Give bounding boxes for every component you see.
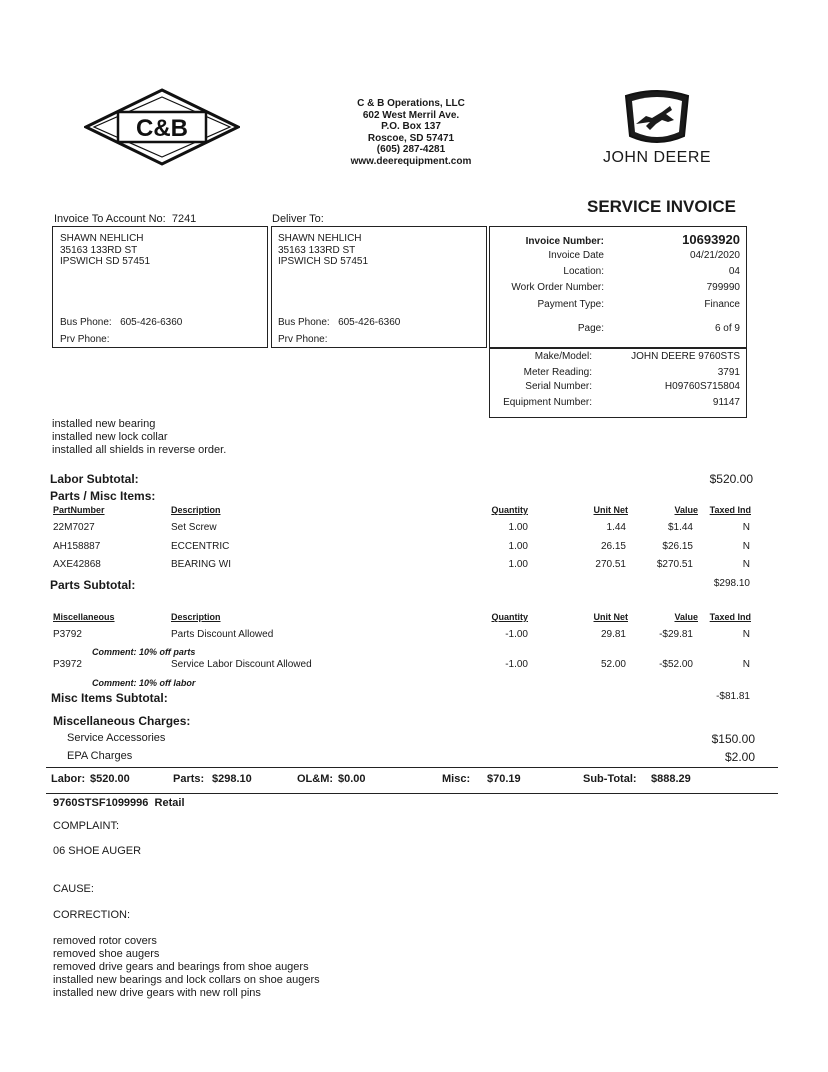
part-quantity: 1.00: [508, 541, 528, 552]
misc-col-value: Value: [674, 612, 698, 622]
misc-taxed: N: [742, 629, 750, 640]
total-misc-label: Misc:: [442, 773, 471, 785]
deliver-to-bus-phone: Bus Phone: 605-426-6360: [278, 317, 401, 328]
correction-label: CORRECTION:: [53, 909, 130, 921]
part-number: AH158887: [53, 541, 101, 552]
invoice-info: [492, 232, 740, 339]
misc-charge-value: $150.00: [711, 732, 755, 746]
make-model: JOHN DEERE 9760STS: [631, 351, 740, 362]
bill-to-street: 35163 133RD ST: [60, 244, 138, 256]
parts-col-taxed: Taxed Ind: [709, 505, 751, 515]
total-olm-label: OL&M:: [297, 773, 334, 785]
serial-number: H09760S715804: [664, 381, 740, 392]
misc-quantity: -1.00: [505, 629, 528, 640]
job-code: 9760STSF1099996: [53, 797, 149, 809]
deliver-to-name: SHAWN NEHLICH: [278, 233, 362, 244]
part-value: $1.44: [667, 522, 693, 533]
cb-logo-text: C&B: [136, 115, 188, 142]
brand-name: JOHN DEERE: [602, 149, 712, 166]
misc-code: P3972: [53, 659, 82, 670]
company-name: C & B Operations, LLC: [357, 98, 465, 109]
part-description: ECCENTRIC: [171, 541, 230, 552]
invoice-number-label: Invoice Number:: [525, 236, 604, 247]
misc-value: -$52.00: [659, 659, 693, 670]
location-label: Location:: [563, 266, 604, 277]
page-number: 6 of 9: [714, 323, 740, 334]
misc-description: Parts Discount Allowed: [171, 629, 274, 640]
total-labor-value: $520.00: [90, 773, 130, 785]
complaint-label: COMPLAINT:: [53, 820, 120, 832]
misc-description: Service Labor Discount Allowed: [171, 659, 312, 670]
misc-subtotal-value: -$81.81: [716, 691, 750, 702]
parts-subtotal-label: Parts Subtotal:: [50, 578, 136, 592]
misc-col-desc: Description: [171, 612, 221, 622]
bill-to-name: SHAWN NEHLICH: [60, 233, 144, 244]
misc-taxed: N: [742, 659, 750, 670]
total-misc-value: $70.19: [487, 773, 521, 785]
parts-col-unit: Unit Net: [593, 505, 628, 515]
part-number: AXE42868: [53, 559, 101, 570]
meter-reading: 3791: [717, 367, 740, 378]
parts-subtotal-value: $298.10: [713, 578, 750, 589]
part-value: $26.15: [662, 541, 693, 552]
part-number: 22M7027: [53, 522, 95, 533]
part-description: Set Screw: [171, 522, 217, 533]
make-model-label: Make/Model:: [534, 351, 592, 362]
invoice-number: 10693920: [682, 232, 740, 247]
total-parts-label: Parts:: [173, 773, 205, 785]
part-value: $270.51: [656, 559, 693, 570]
payment-type-label: Payment Type:: [537, 299, 604, 310]
parts-col-value: Value: [674, 505, 698, 515]
cause-label: CAUSE:: [53, 883, 94, 895]
part-taxed: N: [742, 541, 750, 552]
part-unit-net: 26.15: [600, 541, 626, 552]
misc-charge-label: Service Accessories: [67, 732, 166, 744]
account-number: 7241: [171, 213, 197, 225]
misc-unit-net: 29.81: [600, 629, 626, 640]
misc-col-part: Miscellaneous: [53, 612, 115, 622]
work-note: installed all shields in reverse order.: [52, 444, 227, 456]
misc-subtotal-label: Misc Items Subtotal:: [51, 691, 168, 705]
company-address: [316, 98, 506, 167]
bill-to-address: [60, 233, 150, 268]
company-phone: (605) 287-4281: [376, 144, 446, 155]
work-order-label: Work Order Number:: [511, 282, 604, 293]
deliver-to-street: 35163 133RD ST: [278, 244, 356, 256]
misc-code: P3792: [53, 629, 82, 640]
subtotal-value: $888.29: [651, 773, 691, 785]
deliver-to-address: [278, 233, 368, 268]
part-quantity: 1.00: [508, 559, 528, 570]
correction-line: installed new drive gears with new roll pins: [53, 987, 261, 999]
bill-to-label: Invoice To Account No: 7241: [54, 213, 197, 225]
job-header: [53, 797, 185, 809]
bill-to-prv-phone: Prv Phone:: [60, 334, 110, 345]
equipment-number: 91147: [712, 397, 740, 408]
total-olm-value: $0.00: [338, 773, 366, 785]
cb-logo: [84, 88, 240, 166]
misc-quantity: -1.00: [505, 659, 528, 670]
totals-divider-top: [46, 767, 778, 768]
total-labor-label: Labor:: [51, 773, 86, 785]
invoice-date-label: Invoice Date: [548, 250, 604, 261]
bill-to-city: IPSWICH SD 57451: [60, 256, 151, 267]
deliver-to-label: Deliver To:: [272, 213, 324, 225]
deliver-to-prv-phone: Prv Phone:: [278, 334, 328, 345]
john-deere-logo: [622, 90, 692, 146]
labor-subtotal-value: $520.00: [709, 472, 753, 486]
parts-col-desc: Description: [171, 505, 221, 515]
misc-charge-value: $2.00: [724, 750, 755, 764]
total-parts-value: $298.10: [212, 773, 252, 785]
company-po-box: P.O. Box 137: [381, 121, 441, 132]
misc-charge-label: EPA Charges: [67, 750, 133, 762]
company-city: Roscoe, SD 57471: [367, 132, 455, 144]
part-unit-net: 270.51: [595, 559, 626, 570]
payment-type: Finance: [704, 299, 740, 310]
misc-unit-net: 52.00: [600, 659, 626, 670]
misc-col-unit: Unit Net: [593, 612, 628, 622]
work-note: installed new bearing: [52, 418, 156, 430]
correction-line: installed new bearings and lock collars on shoe augers: [53, 974, 320, 986]
part-description: BEARING WI: [171, 559, 232, 570]
company-street: 602 West Merril Ave.: [362, 109, 460, 121]
misc-value: -$29.81: [659, 629, 693, 640]
parts-col-qty: Quantity: [491, 505, 528, 515]
invoice-date: 04/21/2020: [689, 250, 740, 261]
serial-number-label: Serial Number:: [525, 381, 592, 392]
part-taxed: N: [742, 559, 750, 570]
totals-divider-bottom: [46, 793, 778, 794]
work-note: installed new lock collar: [52, 431, 168, 443]
page-title: SERVICE INVOICE: [587, 197, 736, 216]
machine-info: [492, 351, 740, 411]
part-unit-net: 1.44: [606, 522, 626, 533]
misc-col-qty: Quantity: [491, 612, 528, 622]
complaint-text: 06 SHOE AUGER: [53, 845, 142, 857]
page-label: Page:: [577, 323, 604, 334]
job-type: Retail: [154, 797, 185, 809]
bill-to-bus-phone: Bus Phone: 605-426-6360: [60, 317, 183, 328]
parts-heading: Parts / Misc Items:: [50, 489, 156, 503]
misc-col-taxed: Taxed Ind: [709, 612, 751, 622]
subtotal-label: Sub-Total:: [583, 773, 637, 785]
labor-subtotal-label: Labor Subtotal:: [50, 472, 139, 486]
part-quantity: 1.00: [508, 522, 528, 533]
part-taxed: N: [742, 522, 750, 533]
correction-line: removed drive gears and bearings from shoe augers: [53, 961, 309, 973]
work-notes: [52, 418, 226, 457]
meter-reading-label: Meter Reading:: [523, 367, 592, 378]
company-website: www.deerequipment.com: [350, 155, 472, 167]
correction-notes: [53, 935, 320, 1000]
location: 04: [728, 266, 740, 277]
deliver-to-city: IPSWICH SD 57451: [278, 256, 369, 267]
misc-comment: Comment: 10% off labor: [92, 678, 196, 688]
correction-line: removed rotor covers: [53, 935, 157, 947]
equipment-number-label: Equipment Number:: [503, 397, 592, 408]
work-order-number: 799990: [706, 282, 740, 293]
misc-comment: Comment: 10% off parts: [92, 647, 196, 657]
parts-col-part: PartNumber: [53, 505, 105, 515]
correction-line: removed shoe augers: [53, 948, 160, 960]
misc-charges-heading: Miscellaneous Charges:: [53, 714, 191, 728]
